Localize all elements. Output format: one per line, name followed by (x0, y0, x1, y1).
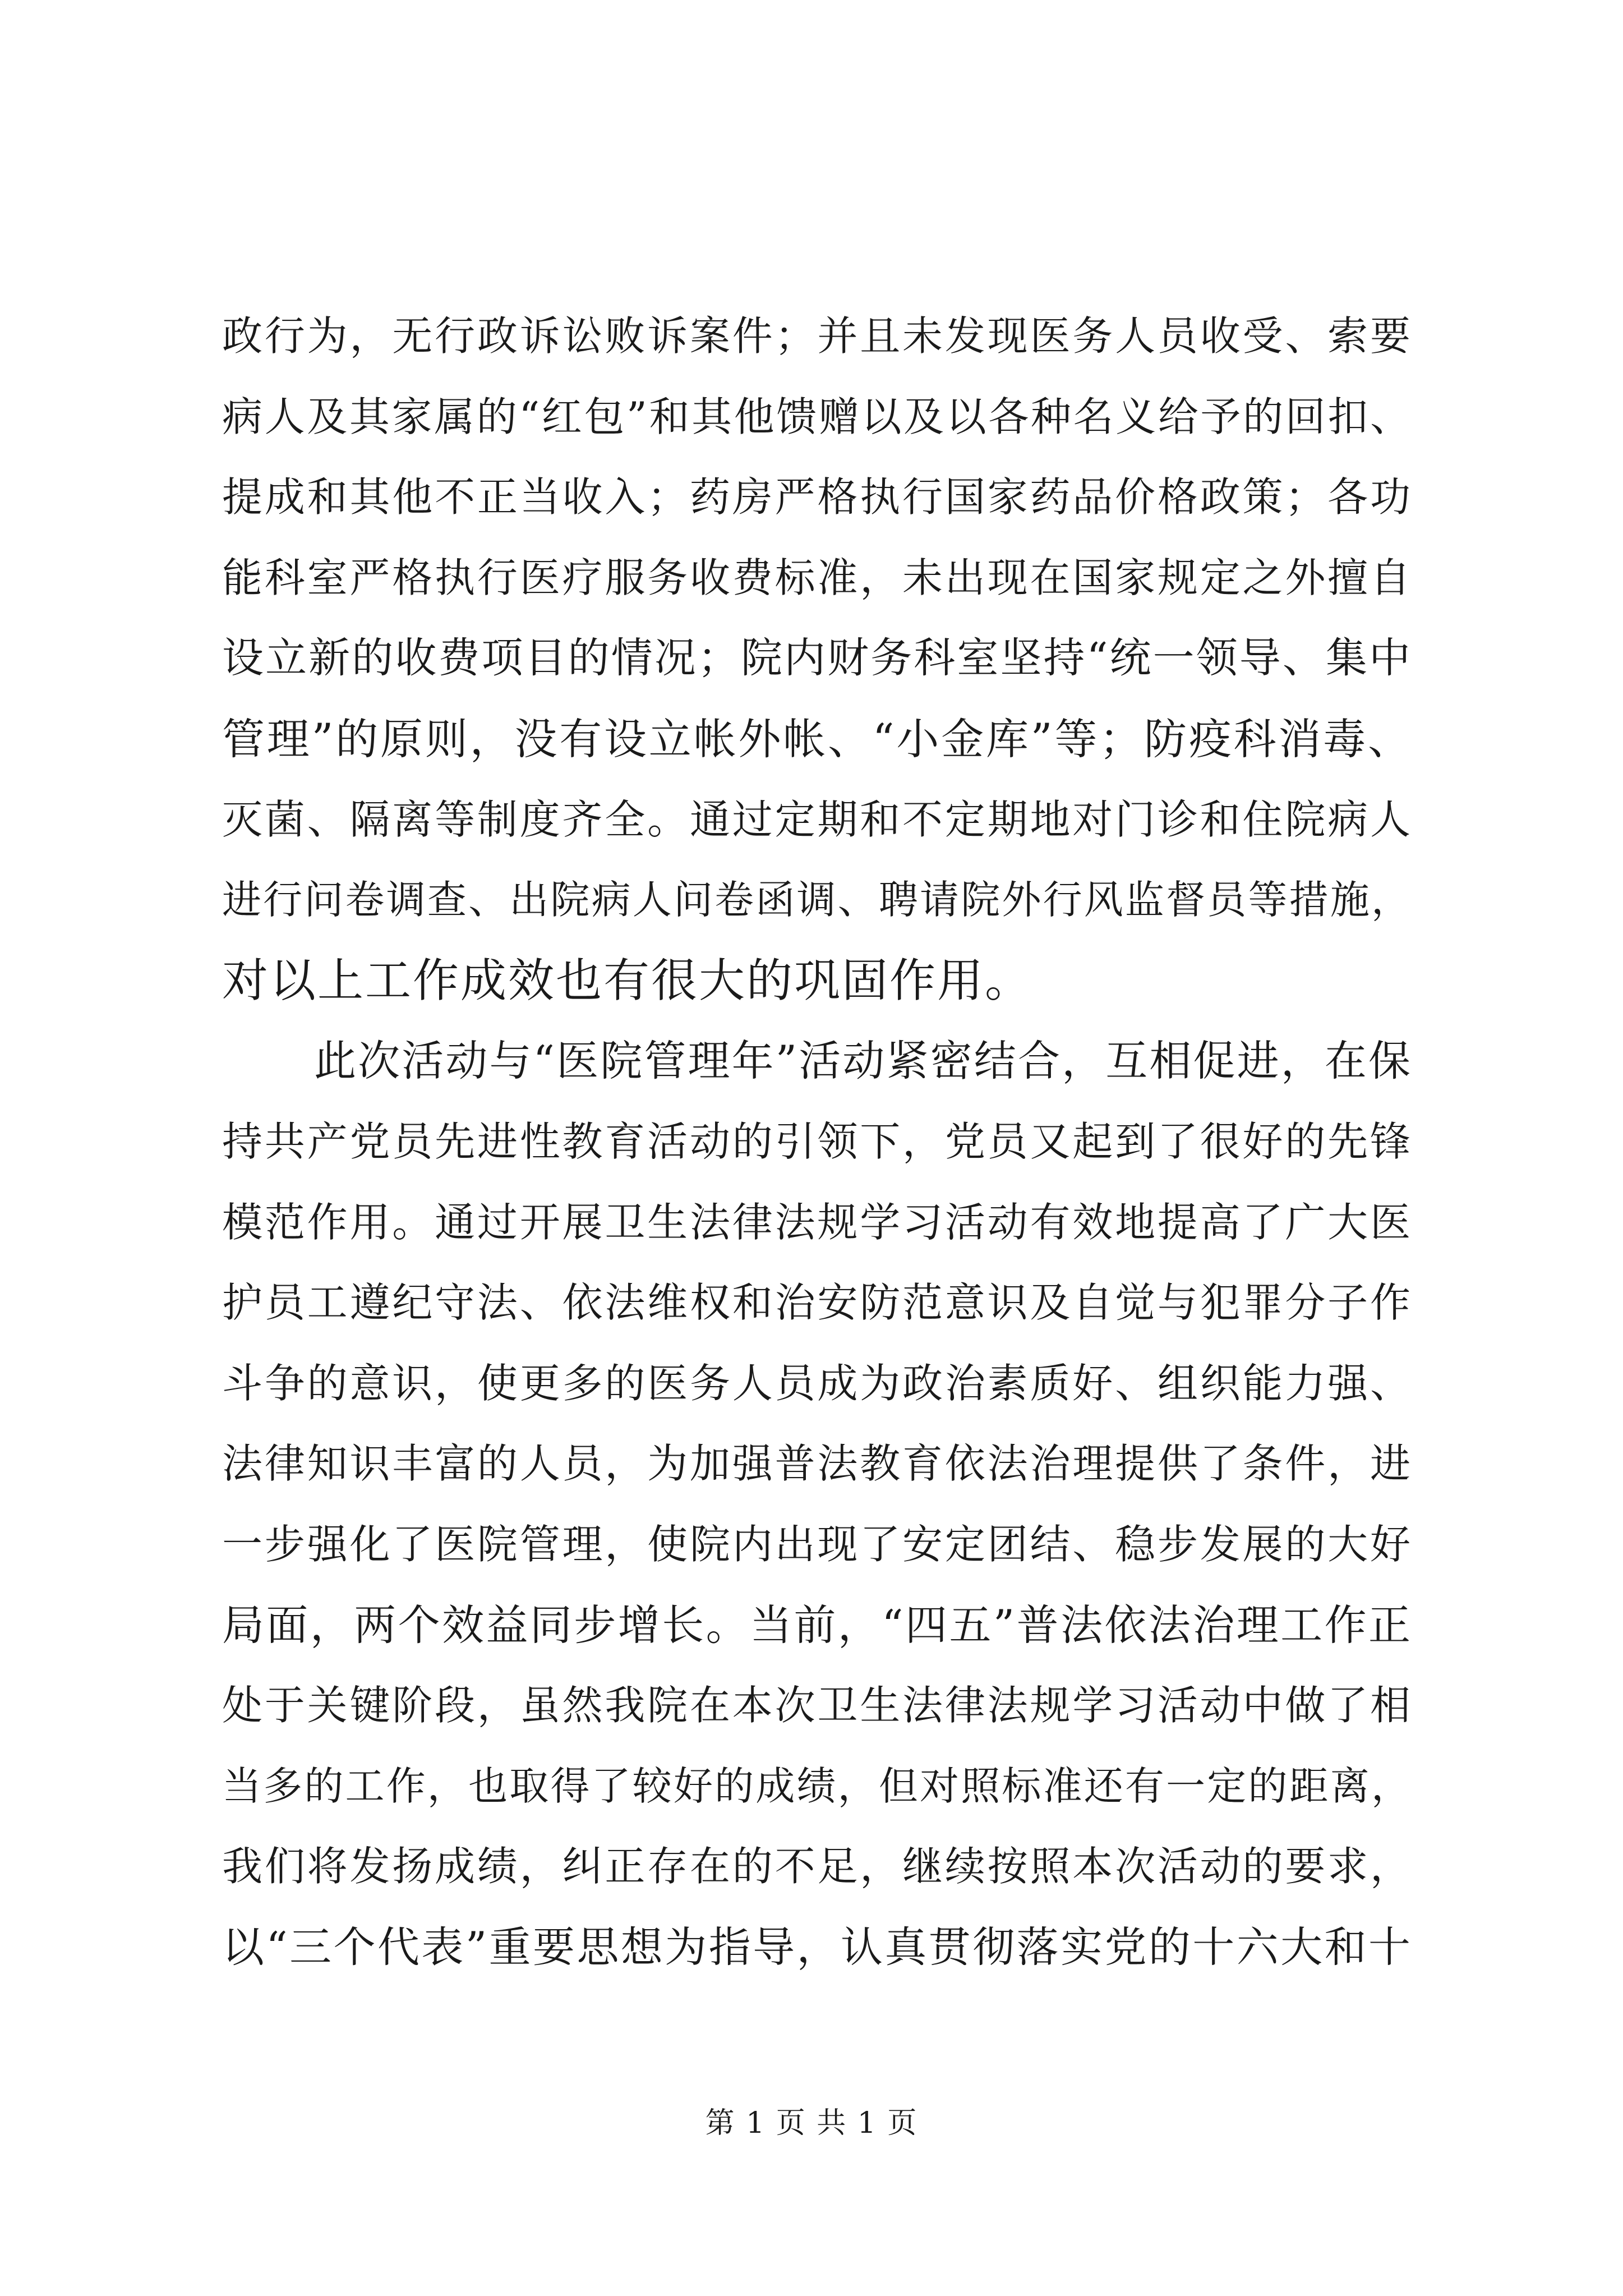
text-line: 我们将发扬成绩，纠正存在的不足，继续按照本次活动的要求， (222, 1843, 1412, 1890)
text-line: 一步强化了医院管理，使院内出现了安定团结、稳步发展的大好 (222, 1520, 1412, 1568)
text-line: 模范作用。通过开展卫生法律法规学习活动有效地提高了广大医 (222, 1198, 1412, 1246)
text-line: 能科室严格执行医疗服务收费标准，未出现在国家规定之外擅自 (222, 554, 1412, 601)
body-text (222, 296, 1412, 1987)
page-footer (0, 2101, 1623, 2146)
text-line: 斗争的意识，使更多的医务人员成为政治素质好、组织能力强、 (222, 1359, 1412, 1407)
text-line: 政行为，无行政诉讼败诉案件；并且未发现医务人员收受、索要 (222, 312, 1412, 360)
text-line: 持共产党员先进性教育活动的引领下，党员又起到了很好的先锋 (222, 1117, 1412, 1165)
paragraph (222, 296, 1412, 1021)
text-line: 管理”的原则，没有设立帐外帐、“小金库”等；防疫科消毒、 (222, 714, 1412, 764)
text-line: 灭菌、隔离等制度齐全。通过定期和不定期地对门诊和住院病人 (222, 795, 1412, 843)
text-line: 法律知识丰富的人员，为加强普法教育依法治理提供了条件，进 (222, 1440, 1412, 1488)
text-line: 病人及其家属的“红包”和其他馈赠以及以各种名义给予的回扣、 (222, 393, 1412, 440)
text-line: 以“三个代表”重要思想为指导，认真贯彻落实党的十六大和十 (222, 1922, 1412, 1972)
text-line: 进行问卷调查、出院病人问卷函调、聘请院外行风监督员等措施， (222, 877, 1412, 923)
text-line: 对以上工作成效也有很大的巩固作用。 (222, 954, 1033, 1007)
text-line: 护员工遵纪守法、依法维权和治安防范意识及自觉与犯罪分子作 (222, 1279, 1412, 1327)
text-line: 设立新的收费项目的情况；院内财务科室坚持“统一领导、集中 (222, 634, 1412, 683)
text-line: 当多的工作，也取得了较好的成绩，但对照标准还有一定的距离， (222, 1763, 1412, 1809)
text-line: 提成和其他不正当收入；药房严格执行国家药品价格政策；各功 (222, 473, 1412, 521)
page-number-label: 第 1 页 共 1 页 (705, 2106, 918, 2140)
text-line: 此次活动与“医院管理年”活动紧密结合，互相促进，在保 (314, 1036, 1412, 1086)
text-line: 局面，两个效益同步增长。当前，“四五”普法依法治理工作正 (222, 1600, 1412, 1650)
paragraph (222, 1021, 1412, 1987)
text-line: 处于关键阶段，虽然我院在本次卫生法律法规学习活动中做了相 (222, 1682, 1412, 1729)
